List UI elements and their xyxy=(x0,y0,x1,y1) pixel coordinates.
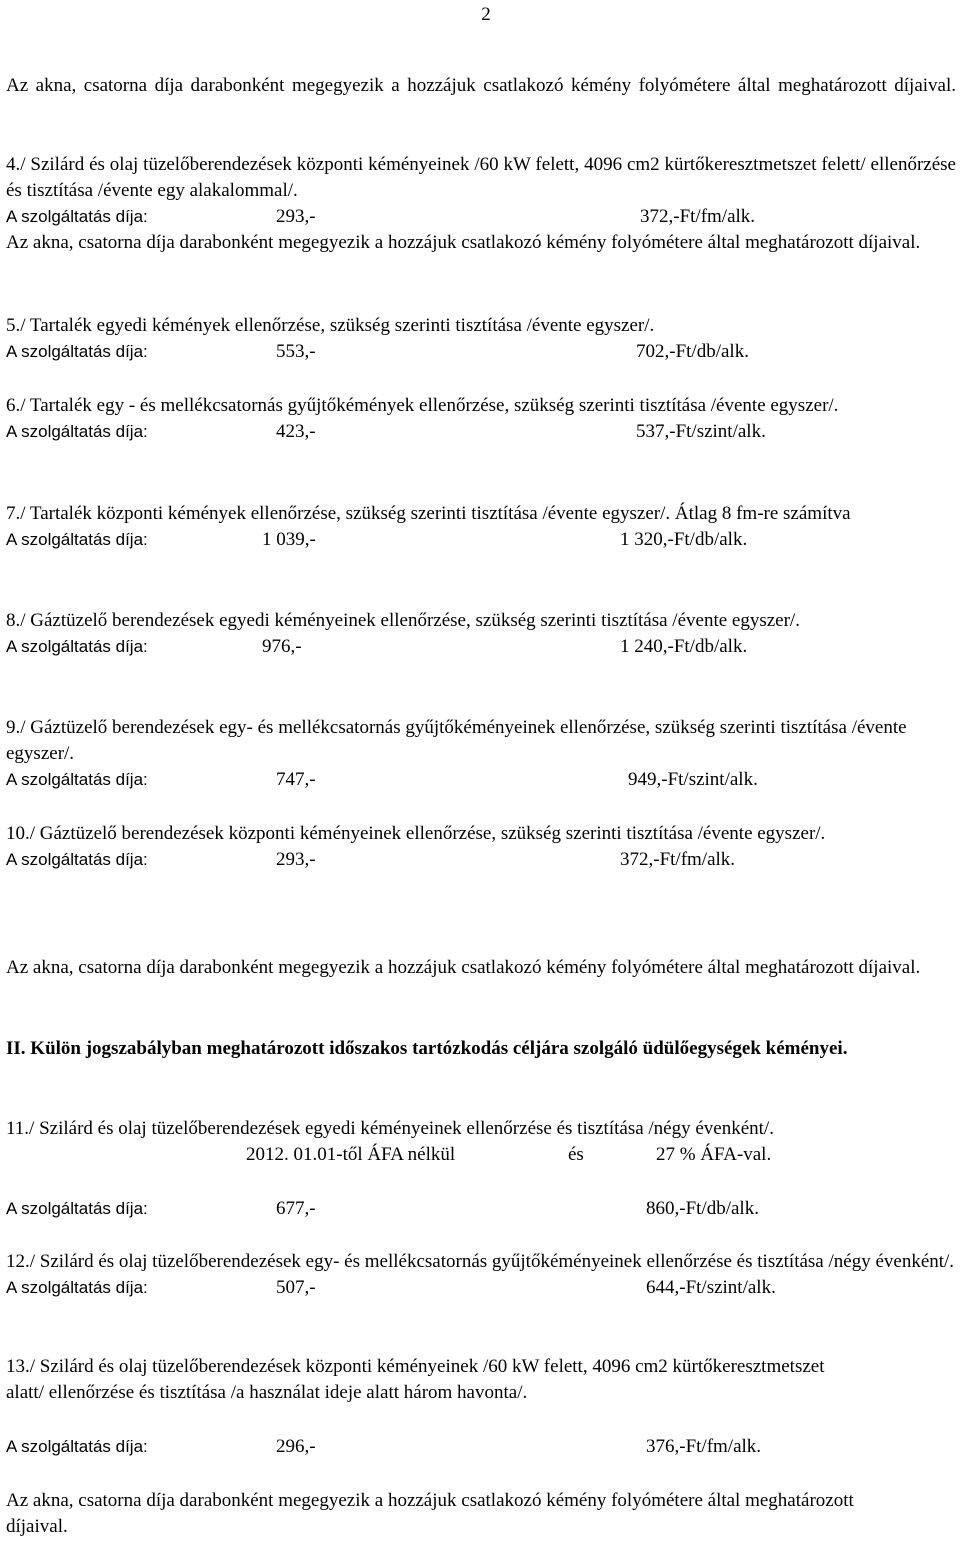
net-price: 677,- xyxy=(276,1198,316,1219)
item-title: 4./ Szilárd és olaj tüzelőberendezések központi kéményeinek /60 kW felett, 4096 cm2 kürtőkeresztmetszet felett/ ellenőrzése és tisztítása /évente egy alakalommal/. xyxy=(6,154,956,201)
item-7 xyxy=(6,501,956,553)
fee-row xyxy=(6,204,956,230)
gross-price: 372,-Ft/fm/alk. xyxy=(640,206,756,227)
akna-note: Az akna, csatorna díja darabonként megegyezik a hozzájuk csatlakozó kémény folyómétere által meghatározott díjaival. xyxy=(6,1490,854,1537)
item-4 xyxy=(6,152,956,256)
fee-label: A szolgáltatás díja: xyxy=(6,422,148,441)
section-heading: II. Külön jogszabályban meghatározott időszakos tartózkodás céljára szolgáló üdülőegységek kéményei. xyxy=(6,1038,848,1059)
fee-row xyxy=(6,339,956,365)
fee-label: A szolgáltatás díja: xyxy=(6,770,148,789)
item-title: 10./ Gáztüzelő berendezések központi kéményeinek ellenőrzése, szükség szerinti tisztítása /évente egyszer/. xyxy=(6,823,826,844)
item-12 xyxy=(6,1249,956,1301)
item-5 xyxy=(6,313,956,365)
fee-label: A szolgáltatás díja: xyxy=(6,1437,148,1456)
fee-row xyxy=(6,1196,956,1222)
item-title: 5./ Tartalék egyedi kémények ellenőrzése, szükség szerinti tisztítása /évente egyszer/. xyxy=(6,315,655,336)
gross-price: 1 320,-Ft/db/alk. xyxy=(620,529,748,550)
item-title: 12./ Szilárd és olaj tüzelőberendezések egy- és mellékcsatornás gyűjtőkéményeinek ellenőrzése és tisztítása /négy évenként/. xyxy=(6,1251,955,1272)
net-price: 296,- xyxy=(276,1436,316,1457)
and-word: és xyxy=(568,1144,584,1165)
fee-row xyxy=(6,527,956,553)
gross-price: 644,-Ft/szint/alk. xyxy=(646,1277,776,1298)
net-price: 293,- xyxy=(276,206,316,227)
fee-row xyxy=(6,1275,956,1301)
gross-price: 537,-Ft/szint/alk. xyxy=(636,421,766,442)
item-10 xyxy=(6,821,956,873)
item-title: 8./ Gáztüzelő berendezések egyedi kéményeinek ellenőrzése, szükség szerinti tisztítása /évente egyszer/. xyxy=(6,610,800,631)
fee-label: A szolgáltatás díja: xyxy=(6,530,148,549)
net-price: 1 039,- xyxy=(262,529,316,550)
net-price: 747,- xyxy=(276,769,316,790)
fee-label: A szolgáltatás díja: xyxy=(6,342,148,361)
net-price: 507,- xyxy=(276,1277,316,1298)
item-6 xyxy=(6,393,956,445)
akna-note: Az akna, csatorna díja darabonként megegyezik a hozzájuk csatlakozó kémény folyómétere által meghatározott díjaival. xyxy=(6,957,921,978)
akna-note-final xyxy=(6,1488,956,1540)
net-price: 976,- xyxy=(262,636,302,657)
gross-price: 860,-Ft/db/alk. xyxy=(646,1198,759,1219)
net-price: 293,- xyxy=(276,849,316,870)
page-number: 2 xyxy=(481,4,491,25)
item-13 xyxy=(6,1354,956,1460)
item-title: 11./ Szilárd és olaj tüzelőberendezések egyedi kéményeinek ellenőrzése és tisztítása /négy évenként/. xyxy=(6,1118,774,1139)
gross-price: 372,-Ft/fm/alk. xyxy=(620,849,736,870)
price-header xyxy=(6,1142,956,1168)
item-11 xyxy=(6,1116,956,1222)
item-9 xyxy=(6,715,956,793)
fee-label: A szolgáltatás díja: xyxy=(6,207,148,226)
net-price: 423,- xyxy=(276,421,316,442)
fee-row xyxy=(6,767,956,793)
gross-price: 376,-Ft/fm/alk. xyxy=(646,1436,762,1457)
fee-row xyxy=(6,634,956,660)
item-title: 9./ Gáztüzelő berendezések egy- és mellékcsatornás gyűjtőkéményeinek ellenőrzése, szükség szerinti tisztítása /évente egyszer/. xyxy=(6,717,907,764)
akna-note: Az akna, csatorna díja darabonként megegyezik a hozzájuk csatlakozó kémény folyómétere által meghatározott díjaival. xyxy=(6,75,956,96)
fee-row xyxy=(6,419,956,445)
item-title: 6./ Tartalék egy - és mellékcsatornás gyűjtőkémények ellenőrzése, szükség szerinti tisztítása /évente egyszer/. xyxy=(6,395,839,416)
akna-note: Az akna, csatorna díja darabonként megegyezik a hozzájuk csatlakozó kémény folyómétere által meghatározott díjaival. xyxy=(6,232,921,253)
fee-label: A szolgáltatás díja: xyxy=(6,637,148,656)
gross-price: 949,-Ft/szint/alk. xyxy=(628,769,758,790)
fee-row xyxy=(6,1434,956,1460)
section-ii xyxy=(6,1036,956,1062)
gross-price: 1 240,-Ft/db/alk. xyxy=(620,636,748,657)
item-title: 13./ Szilárd és olaj tüzelőberendezések központi kéményeinek /60 kW felett, 4096 cm2 kürtőkeresztmetszet alatt/ ellenőrzése és tisztítása /a használat ideje alatt három havonta/. xyxy=(6,1356,825,1403)
fee-label: A szolgáltatás díja: xyxy=(6,1278,148,1297)
fee-row xyxy=(6,847,956,873)
net-price: 553,- xyxy=(276,341,316,362)
gross-header: 27 % ÁFA-val. xyxy=(656,1144,772,1165)
item-8 xyxy=(6,608,956,660)
fee-label: A szolgáltatás díja: xyxy=(6,850,148,869)
net-header: 2012. 01.01-től ÁFA nélkül xyxy=(246,1144,456,1165)
fee-label: A szolgáltatás díja: xyxy=(6,1199,148,1218)
akna-note-block xyxy=(6,955,956,981)
item-title: 7./ Tartalék központi kémények ellenőrzése, szükség szerinti tisztítása /évente egyszer/. Átlag 8 fm-re számítva xyxy=(6,503,851,524)
gross-price: 702,-Ft/db/alk. xyxy=(636,341,749,362)
